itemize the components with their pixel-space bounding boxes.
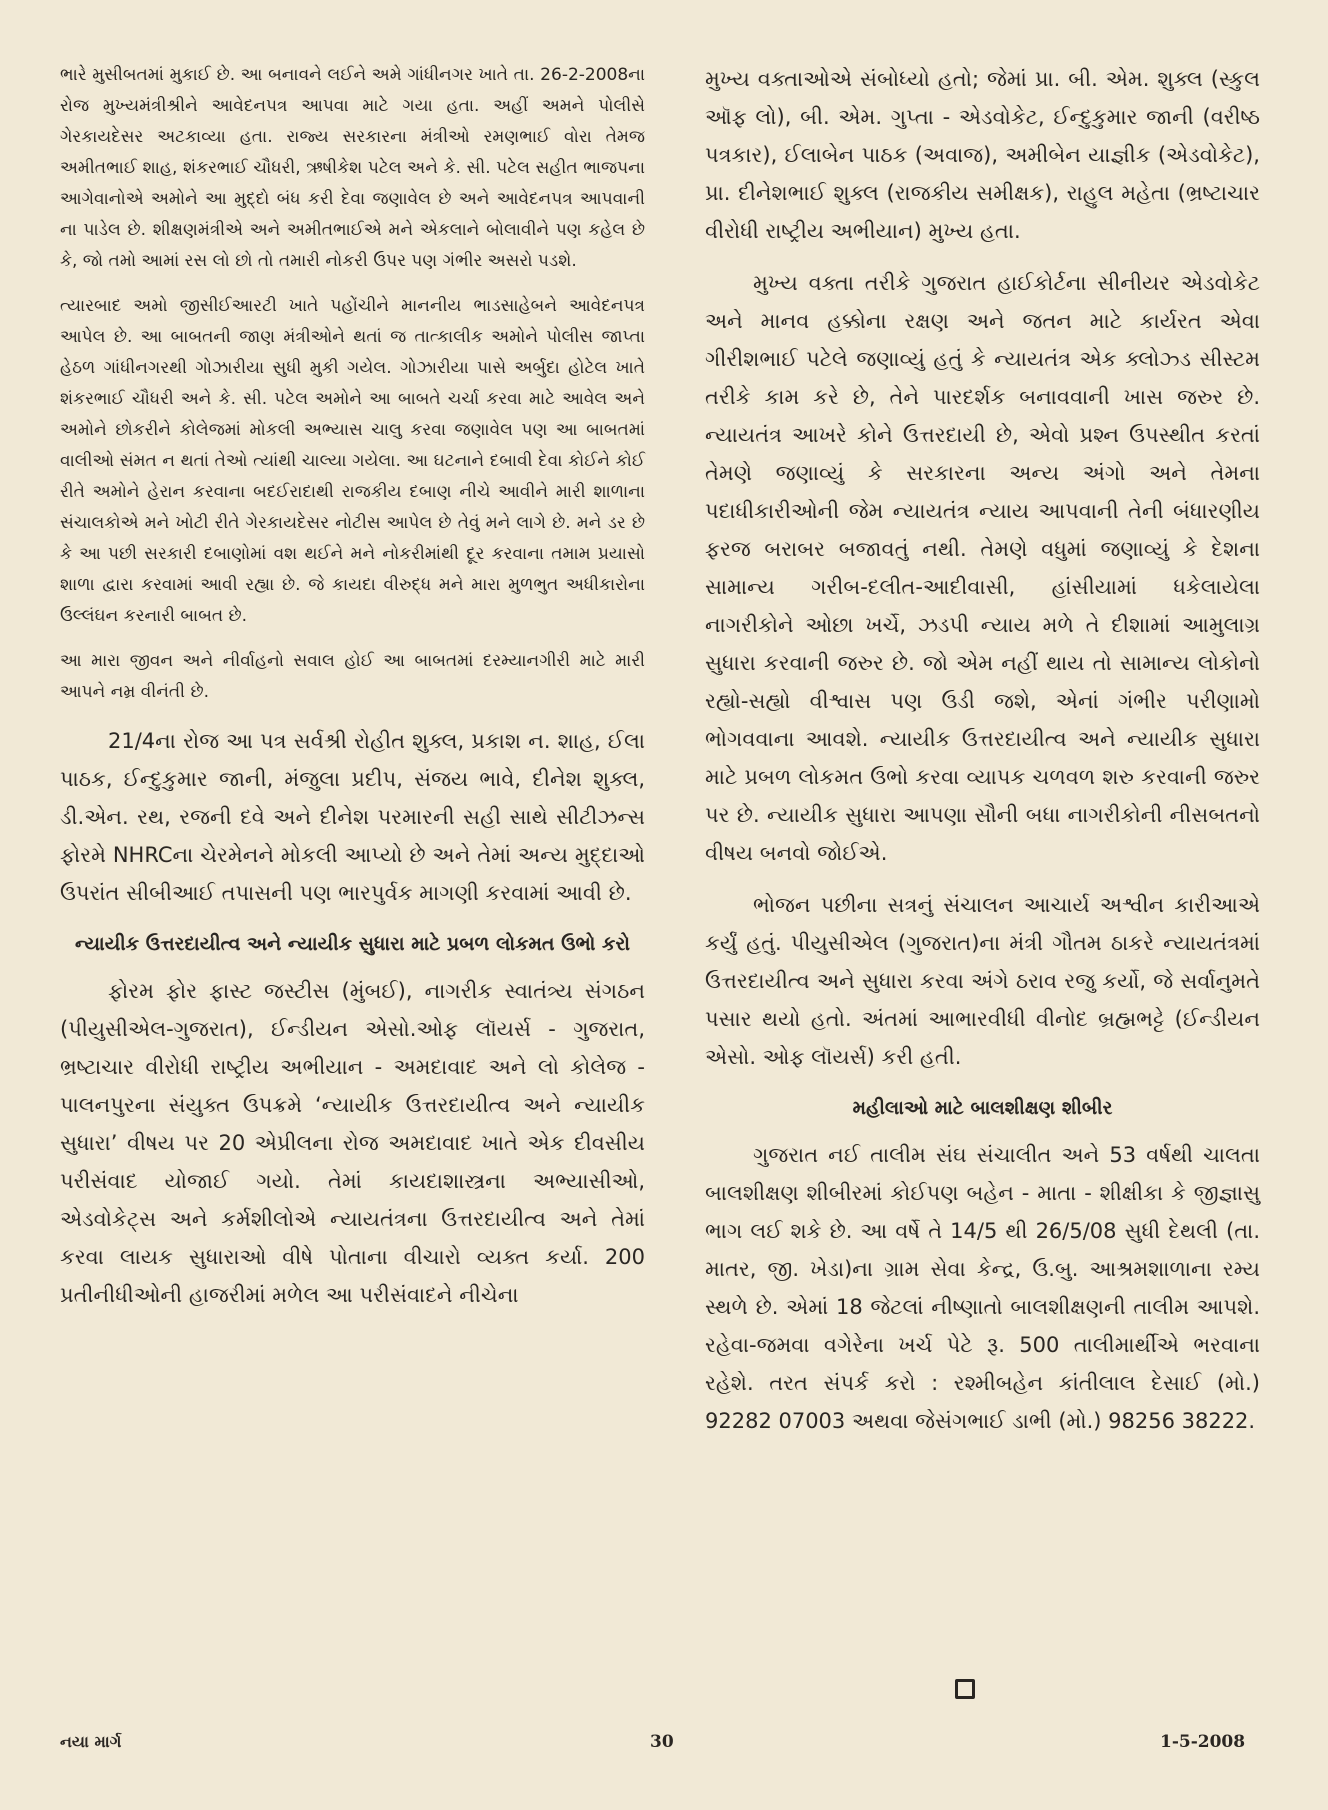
- right-column: [705, 60, 1260, 1454]
- section-heading-judicial-reform: ન્યાયીક ઉત્તરદાયીત્વ અને ન્યાયીક સુધારા માટે પ્રબળ લોકમત ઉભો કરો: [74, 933, 631, 955]
- left-paragraph-3: આ મારા જીવન અને નીર્વાહનો સવાલ હોઈ આ બાબતમાં દરમ્યાનગીરી માટે મારી આપને નમ્ર વીનંતી છે.: [60, 651, 645, 702]
- page-number: 30: [650, 1732, 674, 1752]
- left-paragraph-5: ફોરમ ફોર ફાસ્ટ જસ્ટીસ (મુંબઈ), નાગરીક સ્વાતંત્ર્ય સંગઠન (પીયુસીએલ-ગુજરાત), ઈન્ડીયન એસો.ઓફ લૉયર્સ - ગુજરાત, ભ્રષ્ટાચાર વીરોધી રાષ્ટ્રીય અભીયાન - અમદાવાદ અને લો કોલેજ - પાલનપુરના સંયુક્ત ઉપક્રમે ‘ન્યાયીક ઉત્તરદાયીત્વ અને ન્યાયીક સુધારા’ વીષય પર 20 એપ્રીલના રોજ અમદાવાદ ખાતે એક દીવસીય પરીસંવાદ યોજાઈ ગયો. તેમાં કાયદાશાસ્ત્રના અભ્યાસીઓ, એડવોકેટ્સ અને કર્મશીલોએ ન્યાયતંત્રના ઉત્તરદાયીત્વ અને તેમાં કરવા લાયક સુધારાઓ વીષે પોતાના વીચારો વ્યક્ત કર્યા. 200 પ્રતીનીધીઓની હાજરીમાં મળેલ આ પરીસંવાદને નીચેના: [60, 979, 645, 1307]
- left-paragraph-1: ભારે મુસીબતમાં મુકાઈ છે. આ બનાવને લઈને અમે ગાંધીનગર ખાતે તા. 26-2-2008ના રોજ મુખ્યમંત્રીશ્રીને આવેદનપત્ર આપવા માટે ગયા હતા. અહીં અમને પોલીસે ગેરકાયદેસર અટકાવ્યા હતા. રાજ્ય સરકારના મંત્રીઓ રમણભાઈ વોરા તેમજ અમીતભાઈ શાહ, શંકરભાઈ ચૌધરી, ઋષીકેશ પટેલ અને કે. સી. પટેલ સહીત ભાજપના આગેવાનોએ અમોને આ મુદ્દો બંધ કરી દેવા જણાવેલ છે અને આવેદનપત્ર આપવાની ના પાડેલ છે. શીક્ષણમંત્રીએ અને અમીતભાઈએ મને એકલાને બોલાવીને પણ કહેલ છે કે, જો તમો આમાં રસ લો છો તો તમારી નોકરી ઉપર પણ ગંભીર અસરો પડશે.: [60, 65, 645, 271]
- right-paragraph-4: ગુજરાત નઈ તાલીમ સંઘ સંચાલીત અને 53 વર્ષથી ચાલતા બાલશીક્ષણ શીબીરમાં કોઈપણ બહેન - માતા - શીક્ષીકા કે જીજ્ઞાસુ ભાગ લઈ શકે છે. આ વર્ષે તે 14/5 થી 26/5/08 સુધી દેથલી (તા. માતર, જી. ખેડા)ના ગ્રામ સેવા કેન્દ્ર, ઉ.બુ. આશ્રમશાળાના રમ્ય સ્થળે છે. એમાં 18 જેટલાં નીષ્ણાતો બાલશીક્ષણની તાલીમ આપશે. રહેવા-જમવા વગેરેના ખર્ચ પેટે રૂ. 500 તાલીમાર્થીએ ભરવાના રહેશે. તરત સંપર્ક કરો : રશ્મીબહેન કાંતીલાલ દેસાઈ (મો.) 92282 07003 અથવા જેસંગભાઈ ડાભી (મો.) 98256 38222.: [705, 1143, 1260, 1433]
- left-column: [60, 60, 645, 1328]
- right-paragraph-3: ભોજન પછીના સત્રનું સંચાલન આચાર્ય અશ્વીન કારીઆએ કર્યું હતું. પીયુસીએલ (ગુજરાત)ના મંત્રી ગૌતમ ઠાકરે ન્યાયતંત્રમાં ઉત્તરદાયીત્વ અને સુધારા કરવા અંગે ઠરાવ રજુ કર્યો, જે સર્વાનુમતે પસાર થયો હતો. અંતમાં આભારવીધી વીનોદ બ્રહ્મભટ્ટે (ઈન્ડીયન એસો. ઓફ લૉયર્સ) કરી હતી.: [705, 893, 1260, 1069]
- right-paragraph-2: મુખ્ય વક્તા તરીકે ગુજરાત હાઈકોર્ટના સીનીયર એડવોકેટ અને માનવ હક્કોના રક્ષણ અને જતન માટે કાર્યરત એવા ગીરીશભાઈ પટેલે જણાવ્યું હતું કે ન્યાયતંત્ર એક ક્લોઝ્ડ સીસ્ટમ તરીકે કામ કરે છે, તેને પારદર્શક બનાવવાની ખાસ જરુર છે. ન્યાયતંત્ર આખરે કોને ઉત્તરદાયી છે, એવો પ્રશ્ન ઉપસ્થીત કરતાં તેમણે જણાવ્યું કે સરકારના અન્ય અંગો અને તેમના પદાધીકારીઓની જેમ ન્યાયતંત્ર ન્યાય આપવાની તેની બંધારણીય ફરજ બરાબર બજાવતું નથી. તેમણે વધુમાં જણાવ્યું કે દેશના સામાન્ય ગરીબ-દલીત-આદીવાસી, હાંસીયામાં ધકેલાયેલા નાગરીકોને ઓછા ખર્ચે, ઝડપી ન્યાય મળે તે દીશામાં આમુલાગ્ર સુધારા કરવાની જરુર છે. જો એમ નહીં થાય તો સામાન્ય લોકોનો રહ્યો-સહ્યો વીશ્વાસ પણ ઉડી જશે, એનાં ગંભીર પરીણામો ભોગવવાના આવશે. ન્યાયીક ઉત્તરદાયીત્વ અને ન્યાયીક સુધારા માટે પ્રબળ લોકમત ઉભો કરવા વ્યાપક ચળવળ શરુ કરવાની જરુર પર છે. ન્યાયીક સુધારા આપણા સૌની બધા નાગરીકોની નીસબતનો વીષય બનવો જોઈએ.: [705, 271, 1260, 865]
- right-paragraph-1: મુખ્ય વક્તાઓએ સંબોધ્યો હતો; જેમાં પ્રા. બી. એમ. શુક્લ (સ્કુલ ઑફ લો), બી. એમ. ગુપ્તા - એડવોકેટ, ઈન્દુકુમાર જાની (વરીષ્ઠ પત્રકાર), ઈલાબેન પાઠક (અવાજ), અમીબેન યાજ્ઞીક (એડવોકેટ), પ્રા. દીનેશભાઈ શુક્લ (રાજકીય સમીક્ષક), રાહુલ મહેતા (ભ્રષ્ટાચાર વીરોધી રાષ્ટ્રીય અભીયાન) મુખ્ય હતા.: [705, 67, 1260, 243]
- left-paragraph-2: ત્યારબાદ અમો જીસીઈઆરટી ખાતે પહોંચીને માનનીય ભાડસાહેબને આવેદનપત્ર આપેલ છે. આ બાબતની જાણ મંત્રીઓને થતાં જ તાત્કાલીક અમોને પોલીસ જાપ્તા હેઠળ ગાંધીનગરથી ગોઝારીયા સુધી મુકી ગયેલ. ગોઝારીયા પાસે અર્બુદા હોટેલ ખાતે શંકરભાઈ ચૌધરી અને કે. સી. પટેલ અમોને આ બાબતે ચર્ચા કરવા માટે આવેલ અને અમોને છોકરીને કોલેજમાં મોકલી અભ્યાસ ચાલુ કરવા જણાવેલ પણ આ બાબતમાં વાલીઓ સંમત ન થતાં તેઓ ત્યાંથી ચાલ્યા ગયેલા. આ ઘટનાને દબાવી દેવા કોઈને કોઈ રીતે અમોને હેરાન કરવાના બદઈરાદાથી રાજકીય દબાણ નીચે આવીને મારી શાળાના સંચાલકોએ મને ખોટી રીતે ગેરકાયદેસર નોટીસ આપેલ છે તેવું મને લાગે છે. મને ડર છે કે આ પછી સરકારી દબાણોમાં વશ થઈને મને નોકરીમાંથી દૂર કરવાના તમામ પ્રયાસો શાળા દ્વારા કરવામાં આવી રહ્યા છે. જે કાયદા વીરુદ્ધ મને મારા મુળભુત અધીકારોના ઉલ્લંઘન કરનારી બાબત છે.: [60, 296, 645, 626]
- article-end-mark: [955, 1679, 975, 1699]
- issue-date: 1-5-2008: [1160, 1732, 1246, 1752]
- publication-name: નયા માર્ગ: [60, 1732, 122, 1751]
- section-heading-child-education-camp: મહીલાઓ માટે બાલશીક્ષણ શીબીર: [852, 1097, 1113, 1119]
- left-paragraph-4: 21/4ના રોજ આ પત્ર સર્વશ્રી રોહીત શુક્લ, પ્રકાશ ન. શાહ, ઈલા પાઠક, ઈન્દુકુમાર જાની, મંજુલા પ્રદીપ, સંજય ભાવે, દીનેશ શુક્લ, ડી.એન. રથ, રજની દવે અને દીનેશ પરમારની સહી સાથે સીટીઝન્સ ફોરમે NHRCના ચેરમેનને મોકલી આપ્યો છે અને તેમાં અન્ય મુદ્દાઓ ઉપરાંત સીબીઆઈ તપાસની પણ ભારપુર્વક માગણી કરવામાં આવી છે.: [60, 729, 645, 905]
